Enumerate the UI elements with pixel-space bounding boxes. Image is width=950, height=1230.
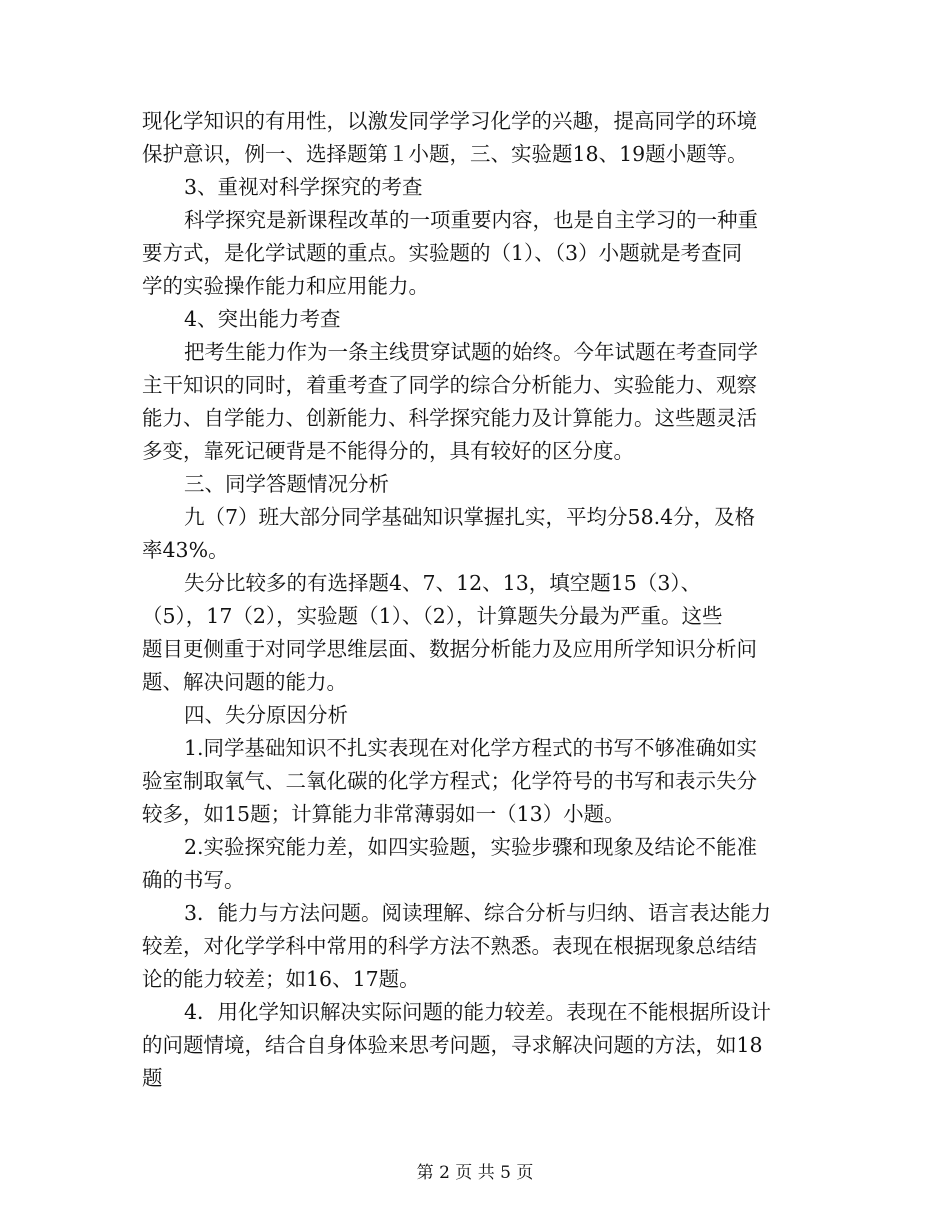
- text-line: 能力、自学能力、创新能力、科学探究能力及计算能力。这些题灵活: [142, 406, 757, 430]
- text-line: （5），17（2），实验题（1）、（2），计算题失分最为严重。这些: [142, 604, 723, 628]
- text-line: 多变，靠死记硬背是不能得分的，具有较好的区分度。: [142, 439, 634, 463]
- text-line: 较多，如15题；计算能力非常薄弱如一（13）小题。: [142, 802, 625, 826]
- text-line: 1.同学基础知识不扎实表现在对化学方程式的书写不够准确如实: [184, 736, 758, 760]
- text-line: 主干知识的同时，着重考查了同学的综合分析能力、实验能力、观察: [142, 373, 757, 397]
- text-line: 把考生能力作为一条主线贯穿试题的始终。今年试题在考查同学: [184, 340, 758, 364]
- text-line: 科学探究是新课程改革的一项重要内容，也是自主学习的一种重: [184, 208, 758, 232]
- text-line: 要方式，是化学试题的重点。实验题的（1）、（3）小题就是考查同: [142, 241, 743, 265]
- text-line: 验室制取氧气、二氧化碳的化学方程式；化学符号的书写和表示失分: [142, 769, 757, 793]
- text-line: 现化学知识的有用性，以激发同学学习化学的兴趣，提高同学的环境: [142, 109, 757, 133]
- text-line: 论的能力较差；如16、17题。: [142, 967, 420, 991]
- document-body: [142, 105, 814, 1095]
- page-number-footer: 第 2 页 共 5 页: [416, 1163, 534, 1183]
- section-heading: 三、同学答题情况分析: [184, 472, 389, 496]
- text-line: 2.实验探究能力差，如四实验题，实验步骤和现象及结论不能准: [184, 835, 758, 859]
- text-line: 4．用化学知识解决实际问题的能力较差。表现在不能根据所设计: [184, 1000, 772, 1024]
- text-line: 学的实验操作能力和应用能力。: [142, 274, 429, 298]
- text-line: 3．能力与方法问题。阅读理解、综合分析与归纳、语言表达能力: [184, 901, 772, 925]
- text-line: 的问题情境，结合自身体验来思考问题，寻求解决问题的方法，如18: [142, 1033, 763, 1057]
- text-line: 题: [142, 1066, 163, 1090]
- text-line: 题目更侧重于对同学思维层面、数据分析能力及应用所学知识分析问: [142, 637, 757, 661]
- section-heading: 4、突出能力考查: [184, 307, 341, 331]
- text-line: 确的书写。: [142, 868, 245, 892]
- text-line: 题、解决问题的能力。: [142, 670, 347, 694]
- text-line: 失分比较多的有选择题4、7、12、13，填空题15（3）、: [184, 571, 702, 595]
- text-line: 保护意识，例一、选择题第１小题，三、实验题18、19题小题等。: [142, 142, 748, 166]
- text-line: 率43%。: [142, 538, 229, 562]
- text-line: 九（7）班大部分同学基础知识掌握扎实，平均分58.4分，及格: [184, 505, 756, 529]
- section-heading: 四、失分原因分析: [184, 703, 348, 727]
- section-heading: 3、重视对科学探究的考查: [184, 175, 423, 199]
- text-line: 较差，对化学学科中常用的科学方法不熟悉。表现在根据现象总结结: [142, 934, 757, 958]
